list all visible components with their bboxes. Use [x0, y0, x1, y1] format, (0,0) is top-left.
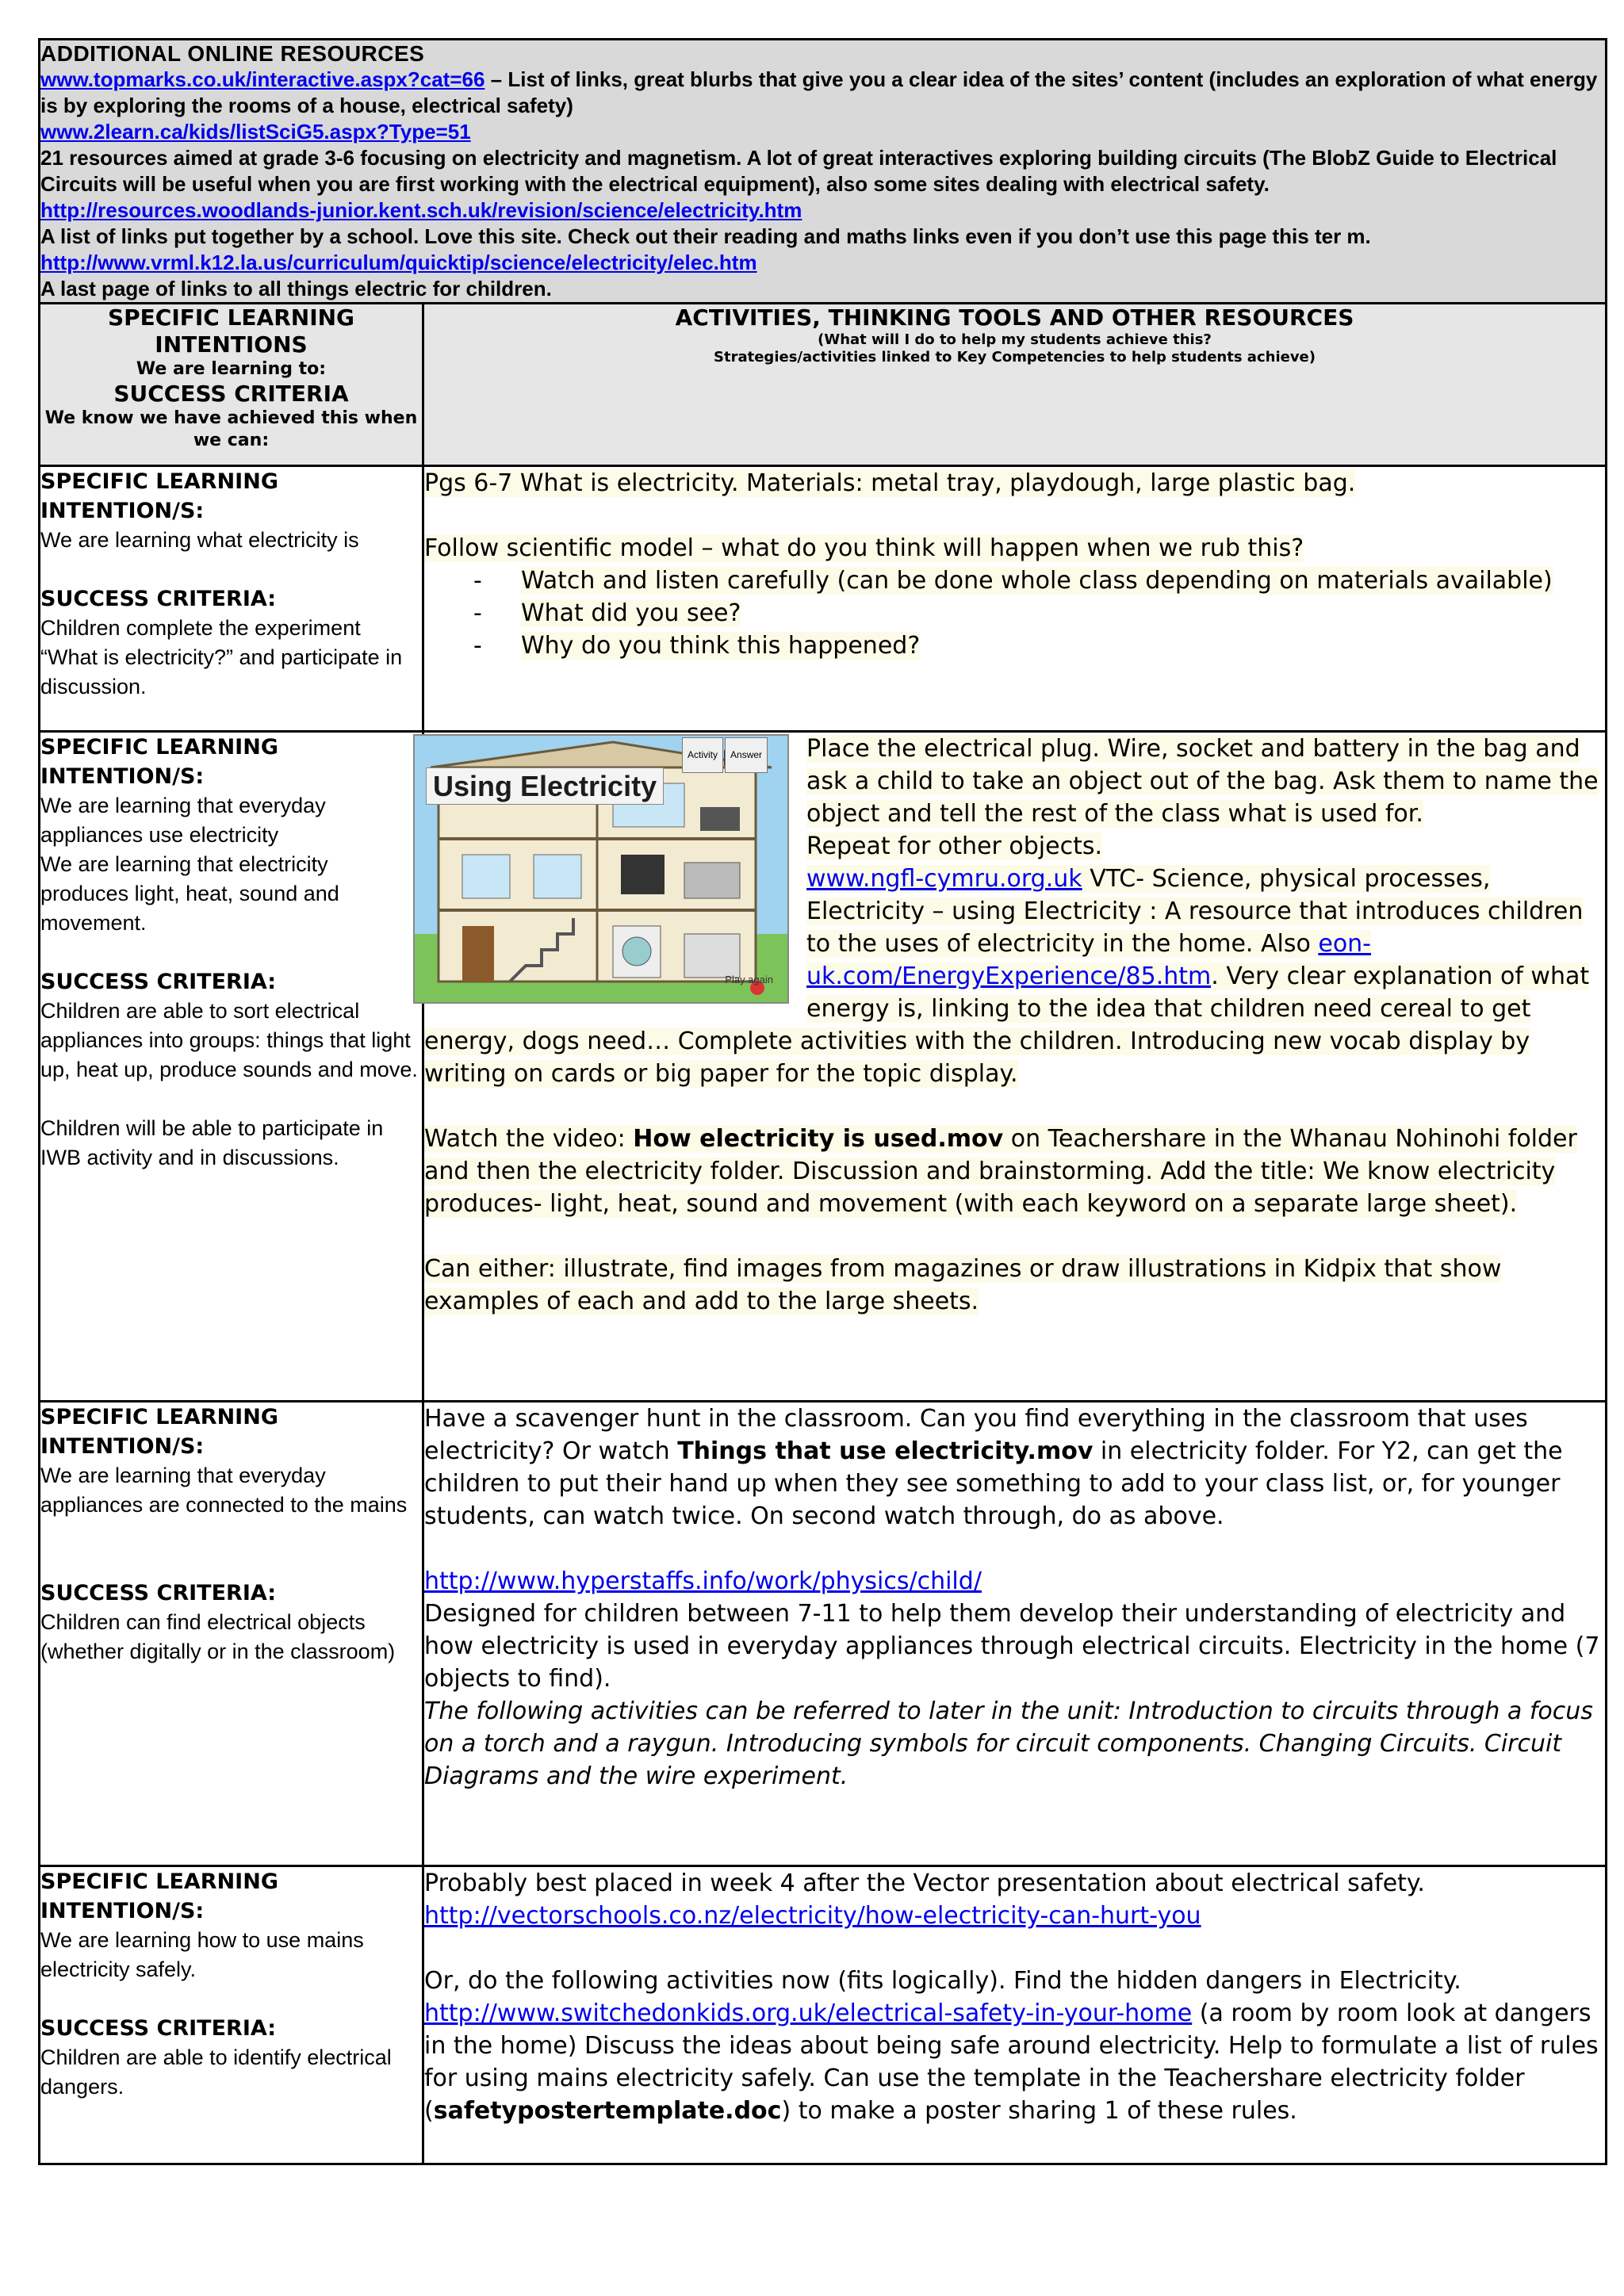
activity-text: Can either: illustrate, find images from magazines or draw illustrations in Kidpix that show examples of each and add to the large sheets.: [424, 1255, 1502, 1315]
switchedonkids-link[interactable]: http://www.switchedonkids.org.uk/electrical-safety-in-your-home: [424, 1999, 1193, 2027]
resources-title: ADDITIONAL ONLINE RESOURCES: [40, 41, 425, 66]
resource-item: [40, 197, 1605, 250]
activities-cell: Have a scavenger hunt in the classroom. Can you find everything in the classroom that uses electricity? Or watch Things that use electricity.mov in electricity folder. For Y2, can get the children to put their hand up when they see something to add to your class list, or, for younger students, can watch twice. On second watch through, do as above. http://www.hyperstaffs.info/work/physics/child/ Designed for children between 7-11 to help them develop their understanding of electricity and how electricity is used in everyday appliances through electrical circuits. Electricity in the home (7 objects to find). The following activities can be referred to later in the unit: Introduction to circuits through a focus on a torch and a raygun. Introducing symbols for circuit components. Changing Circuits. Circuit Diagrams and the wire experiment.: [423, 1402, 1607, 1866]
activities-cell: [423, 466, 1607, 732]
criteria-text: Children complete the experiment “What is electricity?” and participate in discussion.: [40, 616, 403, 698]
illustration-tabs: [680, 737, 768, 773]
activity-text: Designed for children between 7-11 to help them develop their understanding of electricity and how electricity is used in everyday appliances through electrical circuits. Electricity in the home (7 objects to find).: [424, 1600, 1600, 1693]
criteria-label: SUCCESS CRITERIA:: [40, 587, 277, 611]
criteria-subheading: We know we have achieved this when we can:: [44, 408, 418, 450]
criteria-label: SUCCESS CRITERIA:: [40, 970, 277, 994]
lesson-row: [40, 732, 1607, 1402]
unit-plan-table: [38, 38, 1607, 2165]
intentions-cell: [40, 732, 423, 1402]
illustration-title: Using Electricity: [426, 767, 664, 805]
play-again-button[interactable]: Play again: [725, 974, 773, 985]
criteria-text: Children will be able to participate in IWB activity and in discussions.: [40, 1116, 384, 1169]
intentions-cell: [40, 1402, 423, 1866]
activities-column-header: [423, 304, 1607, 466]
answer-tab[interactable]: Answer: [725, 737, 768, 773]
activities-cell: Using Electricity Activity Answer Play again Place the electrical plug. Wire, socket and battery in the bag and ask a child to take an object out of the bag. Ask them to name the object and tell the rest of the class what is used for. Repeat for other objects. www.ngfl-cymru.org.uk VTC- Science, physical processes, Electricity – using Electricity : A resource that introduces children to the uses of electricity in the home. Also eon-uk.com/EnergyExperience/85.htm. Very clear explanation of what energy is, linking to the idea that children need cereal to get energy, dogs need… Complete activities with the children. Introducing new vocab display by writing on cards or big paper for the topic display. Watch the video: How electricity is used.mov on Teachershare in the Whanau Nohinohi folder and then the electricity folder. Discussion and brainstorming. Add the title: We know electricity produces- light, heat, sound and movement (with each keyword on a separate large sheet). Can either: illustrate, find images from magazines or draw illustrations in Kidpix that show examples of each and add to the large sheets.: [423, 732, 1607, 1402]
intention-label: SPECIFIC LEARNING INTENTION/S:: [40, 1869, 278, 1923]
criteria-text: Children are able to identify electrical dangers.: [40, 2045, 392, 2099]
criteria-label: SUCCESS CRITERIA:: [40, 1581, 277, 1605]
resource-item: [40, 119, 1605, 197]
additional-resources-section: [40, 40, 1607, 304]
criteria-label: SUCCESS CRITERIA:: [40, 2016, 277, 2041]
activity-text: Place the electrical plug. Wire, socket and battery in the bag and ask a child to take an object out of the bag. Ask them to name the object and tell the rest of the class what is used for.: [806, 735, 1599, 828]
resource-description: 21 resources aimed at grade 3-6 focusing on electricity and magnetism. A lot of great interactives exploring building circuits (The BlobZ Guide to Electrical Circuits will be useful when you are first working with the electrical equipment), also some sites dealing with electrical safety.: [40, 146, 1557, 196]
lesson-row: [40, 1866, 1607, 2164]
resource-description: – List of links, great blurbs that give you a clear idea of the sites’ content (includes an exploration of what energy is by exploring the rooms of a house, electrical safety): [40, 67, 1598, 117]
intention-label: SPECIFIC LEARNING INTENTION/S:: [40, 735, 278, 789]
lesson-row: [40, 1402, 1607, 1866]
resource-link[interactable]: www.2learn.ca/kids/listSciG5.aspx?Type=51: [40, 120, 471, 144]
question-list: [424, 564, 1605, 662]
criteria-text: Children are able to sort electrical appliances into groups: things that light up, heat up, produce sounds and move.: [40, 999, 418, 1081]
activity-text: . Very clear explanation of what energy is, linking to the idea that children need cereal to get energy, dogs need… Complete activities with the children. Introducing new vocab display by writing on cards or big paper for the topic display.: [424, 962, 1590, 1088]
activities-subheading: Strategies/activities linked to Key Competencies to help students achieve): [714, 349, 1316, 365]
list-item: - Watch and listen carefully (can be done whole class depending on materials available): [473, 567, 1553, 595]
lesson-row: [40, 466, 1607, 732]
template-filename: safetypostertemplate.doc: [433, 2097, 782, 2125]
intentions-subheading: We are learning to:: [136, 359, 327, 379]
list-item: - What did you see?: [473, 599, 741, 627]
resource-item: [40, 250, 1605, 302]
resource-description: A list of links put together by a school. Love this site. Check out their reading and maths links even if you don’t use this page this ter m.: [40, 224, 1371, 248]
video-title: Things that use electricity.mov: [677, 1437, 1094, 1465]
vector-link[interactable]: http://vectorschools.co.nz/electricity/how-electricity-can-hurt-you: [424, 1902, 1201, 1930]
resource-link[interactable]: http://www.vrml.k12.la.us/curriculum/quicktip/science/electricity/elec.htm: [40, 251, 757, 274]
criteria-heading: SUCCESS CRITERIA: [113, 381, 349, 407]
intention-text: We are learning that everyday appliances use electricity: [40, 794, 326, 847]
activity-text: Pgs 6-7 What is electricity. Materials: metal tray, playdough, large plastic bag.: [424, 469, 1356, 497]
activity-tab[interactable]: Activity: [682, 737, 723, 773]
intention-text: We are learning how to use mains electricity safely.: [40, 1928, 364, 1981]
activity-text: Follow scientific model – what do you think will happen when we rub this?: [424, 534, 1304, 562]
activities-heading: ACTIVITIES, THINKING TOOLS AND OTHER RESOURCES: [675, 304, 1354, 331]
resource-link[interactable]: www.topmarks.co.uk/interactive.aspx?cat=66: [40, 67, 485, 91]
video-title: How electricity is used.mov: [633, 1125, 1004, 1153]
activity-text: VTC- Science, physical processes, Electricity – using Electricity : A resource that introduces children to the uses of electricity in the home. Also: [806, 865, 1584, 958]
intention-text: We are learning that everyday appliances are connected to the mains: [40, 1464, 408, 1517]
activities-cell: Probably best placed in week 4 after the Vector presentation about electrical safety. http://vectorschools.co.nz/electricity/how-electricity-can-hurt-you Or, do the following activities now (fits logically). Find the hidden dangers in Electricity. http://www.switchedonkids.org.uk/electrical-safety-in-your-home (a room by room look at dangers in the home) Discuss the ideas about being safe around electricity. Help to formulate a list of rules for using mains electricity safely. Can use the template in the Teachershare electricity folder (safetypostertemplate.doc) to make a poster sharing 1 of these rules.: [423, 1866, 1607, 2164]
hyperstaffs-link[interactable]: http://www.hyperstaffs.info/work/physics/child/: [424, 1567, 982, 1595]
list-item: - Why do you think this happened?: [473, 632, 921, 660]
activity-text: Probably best placed in week 4 after the Vector presentation about electrical safety.: [424, 1869, 1425, 1897]
intentions-cell: [40, 466, 423, 732]
ngfl-link[interactable]: www.ngfl-cymru.org.uk: [806, 865, 1082, 893]
activity-text: Repeat for other objects.: [806, 832, 1102, 860]
activities-subheading: (What will I do to help my students achieve this?: [818, 331, 1212, 348]
resource-link[interactable]: http://resources.woodlands-junior.kent.sch.uk/revision/science/electricity.htm: [40, 198, 802, 222]
criteria-text: Children can find electrical objects (whether digitally or in the classroom): [40, 1610, 396, 1663]
activity-note: The following activities can be referred to later in the unit: Introduction to circuits through a focus on a torch and a raygun. Introducing symbols for circuit components. Changing Circuits. Circuit Diagrams and the wire experiment.: [424, 1697, 1593, 1790]
intention-label: SPECIFIC LEARNING INTENTION/S:: [40, 469, 278, 523]
intentions-heading: SPECIFIC LEARNING INTENTIONS: [107, 304, 355, 358]
intention-text: We are learning what electricity is: [40, 528, 359, 552]
intentions-column-header: [40, 304, 423, 466]
document-page: [38, 38, 1605, 2165]
resource-description: A last page of links to all things electric for children.: [40, 277, 552, 300]
resource-item: [40, 67, 1605, 119]
intention-label: SPECIFIC LEARNING INTENTION/S:: [40, 1405, 278, 1459]
intention-text: We are learning that electricity produces light, heat, sound and movement.: [40, 852, 339, 935]
intentions-cell: [40, 1866, 423, 2164]
using-electricity-illustration[interactable]: [413, 734, 789, 1004]
eon-link[interactable]: eon-uk.com/EnergyExperience/85.htm: [806, 930, 1372, 990]
